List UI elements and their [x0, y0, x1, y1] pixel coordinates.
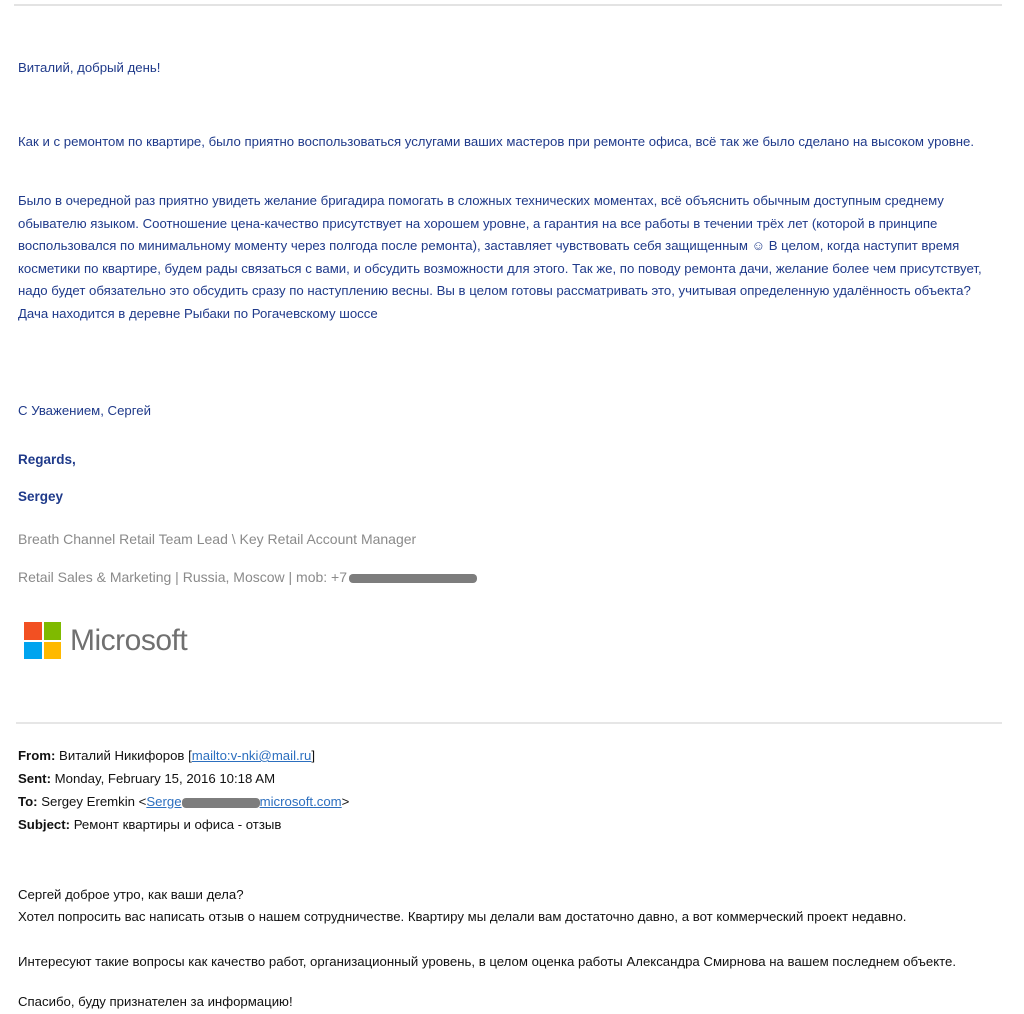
reply-paragraph-1: Как и с ремонтом по квартире, было приятно воспользоваться услугами ваших мастеров при ремонте офиса, всё так же было сделано на высоком уровне.: [18, 134, 975, 149]
logo-square-red: [24, 622, 42, 640]
message-divider: [16, 722, 1002, 724]
signature-department-text: Retail Sales & Marketing | Russia, Moscow | mob: +7: [18, 569, 348, 585]
from-email-link[interactable]: mailto:v-nki@mail.ru: [191, 748, 312, 763]
to-name: Sergey Eremkin <: [41, 794, 147, 809]
microsoft-wordmark: Microsoft: [70, 623, 188, 657]
from-label: From:: [18, 748, 56, 763]
from-end: ]: [311, 748, 316, 763]
from-name: Виталий Никифоров [: [59, 748, 192, 763]
subject-value: Ремонт квартиры и офиса - отзыв: [73, 817, 282, 832]
original-line-4: Спасибо, буду признателен за информацию!: [18, 994, 293, 1009]
signature-name: Sergey: [18, 489, 64, 504]
subject-label: Subject:: [18, 817, 71, 832]
to-email-end: microsoft.com: [259, 794, 342, 809]
header-sent: [18, 771, 275, 786]
to-label: To:: [18, 794, 38, 809]
to-end: >: [341, 794, 350, 809]
original-line-1: Сергей доброе утро, как ваши дела?: [18, 887, 244, 902]
reply-greeting: Виталий, добрый день!: [18, 60, 161, 75]
reply-paragraph-2: Было в очередной раз приятно увидеть желание бригадира помогать в сложных технических моментах, всё объяснить обычным доступным среднему обывателю языком. Соотношение цена-качество присутствует на хорошем уровне, а гарантия на все работы в течении трёх лет (которой в принципе воспользовался по минимальному моменту через полгода после ремонта), заставляет чувствовать себя защищенным ☺ В целом, когда наступит время косметики по квартире, будем рады связаться с вами, и обсудить возможности для этого. Так же, по поводу ремонта дачи, желание более чем присутствует, надо будет обязательно это обсудить сразу по наступлению весны. Вы в целом готовы рассматривать это, учитывая определенную удалённость объекта? Дача находится в деревне Рыбаки по Рогачевскому шоссе: [18, 193, 982, 321]
redacted-phone: [349, 574, 477, 583]
original-line-3: Интересуют такие вопросы как качество работ, организационный уровень, в целом оценка работы Александра Смирнова на вашем последнем объекте.: [18, 954, 956, 969]
to-email-link[interactable]: [146, 794, 341, 809]
sent-label: Sent:: [18, 771, 51, 786]
microsoft-logo: [24, 622, 187, 659]
header-from: [18, 748, 315, 763]
top-divider: [14, 4, 1002, 6]
signature-regards: Regards,: [18, 452, 76, 467]
to-email-start: Serge: [146, 794, 182, 809]
reply-closing: С Уважением, Сергей: [18, 403, 151, 418]
original-line-2: Хотел попросить вас написать отзыв о нашем сотрудничестве. Квартиру мы делали вам достаточно давно, а вот коммерческий проект недавно.: [18, 909, 907, 924]
microsoft-logo-icon: [24, 622, 61, 659]
sent-value: Monday, February 15, 2016 10:18 AM: [54, 771, 276, 786]
header-to: [18, 794, 349, 809]
signature-title: Breath Channel Retail Team Lead \ Key Retail Account Manager: [18, 531, 417, 547]
redacted-email: [182, 798, 260, 808]
logo-square-green: [44, 622, 62, 640]
header-subject: [18, 817, 281, 832]
signature-department: [18, 569, 477, 585]
logo-square-blue: [24, 642, 42, 660]
logo-square-yellow: [44, 642, 62, 660]
